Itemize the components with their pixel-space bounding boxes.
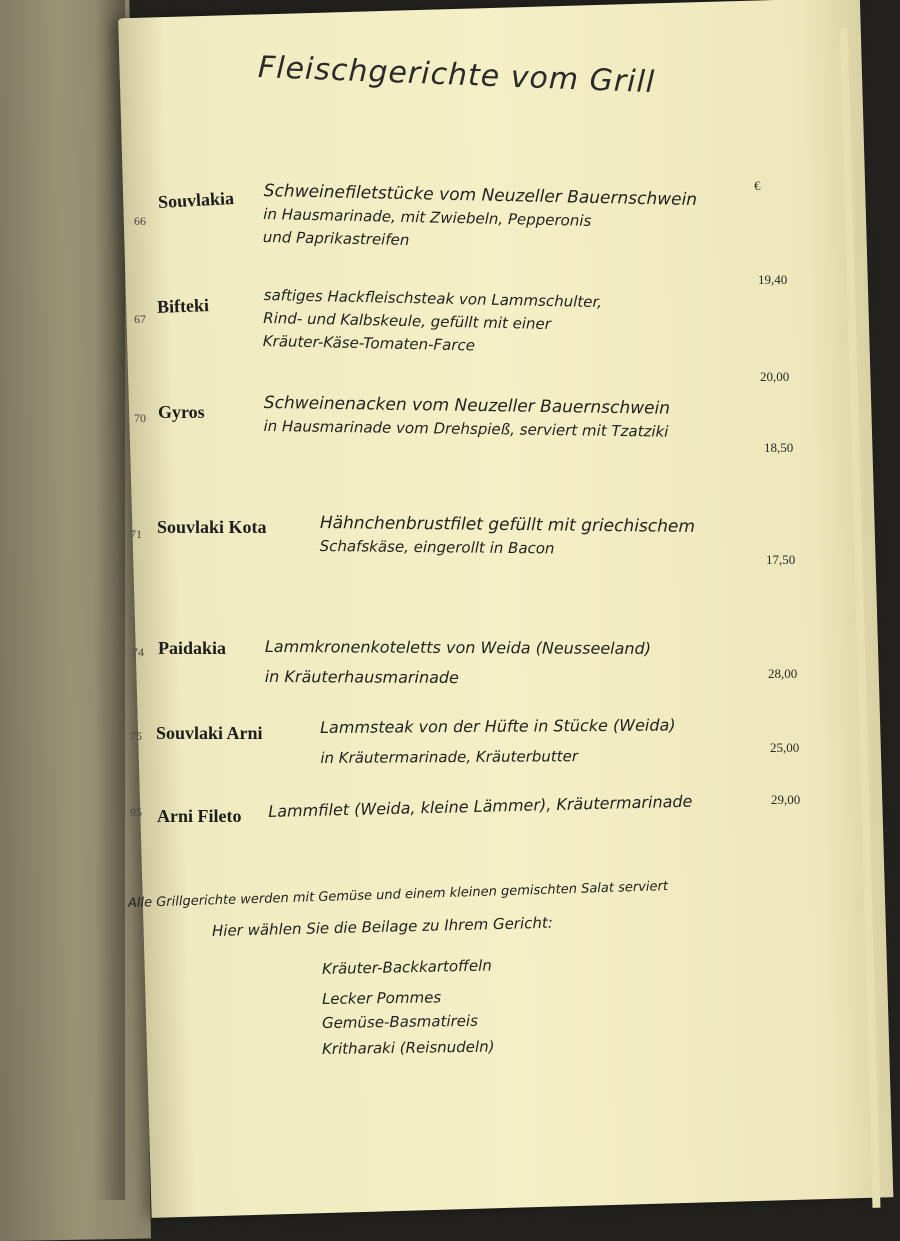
item-price: 29,00 (771, 792, 801, 807)
item-name: Souvlakia (157, 188, 235, 212)
page-fold-shadow (95, 0, 125, 1200)
page-title: Fleischgerichte vom Grill (257, 50, 656, 101)
description-line: Schweinefiletstücke vom Neuzeller Bauernschwein (263, 180, 698, 211)
item-number: 95 (130, 805, 142, 819)
item-description (263, 392, 670, 444)
description-line: Schafskäse, eingerollt in Bacon (319, 536, 555, 558)
side-option: Kräuter-Backkartoffeln (321, 956, 492, 978)
description-line: Kräuter-Käse-Tomaten-Farce (262, 331, 476, 355)
item-number: 71 (130, 527, 142, 541)
item-description (320, 711, 676, 773)
item-description (263, 180, 698, 258)
description-line: Lammsteak von der Hüfte in Stücke (Weida) (320, 715, 676, 737)
item-number: 66 (134, 214, 146, 228)
item-number: 74 (132, 645, 144, 659)
side-option: Kritharaki (Reisnudeln) (321, 1037, 495, 1058)
description-line: Rind- und Kalbskeule, gefüllt mit einer (263, 308, 552, 334)
description-line: Lammfilet (Weida, kleine Lämmer), Kräutermarinade (268, 791, 693, 821)
item-price: 28,00 (768, 666, 798, 681)
item-price: 17,50 (766, 552, 796, 567)
item-name: Paidakia (158, 638, 227, 658)
description-line: Lammkronenkoteletts von Weida (Neusseeland) (264, 636, 652, 659)
item-description (265, 632, 651, 694)
description-line: und Paprikastreifen (262, 227, 410, 250)
item-name: Souvlaki Kota (157, 517, 267, 537)
footer-choose: Hier wählen Sie die Beilage zu Ihrem Gericht: (211, 913, 554, 940)
menu-page (118, 0, 893, 1218)
side-option: Gemüse-Basmatireis (321, 1011, 479, 1032)
item-price: 25,00 (770, 740, 800, 755)
item-number: 67 (134, 312, 146, 326)
description-line: in Hausmarinade vom Drehspieß, serviert mit Tzatziki (263, 416, 669, 441)
item-price: 20,00 (760, 369, 790, 384)
item-name: Arni Fileto (157, 806, 242, 826)
item-price: 18,50 (764, 440, 794, 455)
item-name: Gyros (158, 402, 205, 422)
item-number: 70 (134, 411, 146, 425)
description-line: in Kräuterhausmarinade (264, 666, 459, 688)
description-line: Hähnchenbrustfilet gefüllt mit griechischem (319, 512, 696, 537)
description-line: saftiges Hackfleischsteak von Lammschulter, (263, 285, 603, 312)
item-description (263, 284, 603, 360)
item-price: 19,40 (758, 272, 788, 287)
side-option: Lecker Pommes (321, 988, 442, 1008)
description-line: in Hausmarinade, mit Zwiebeln, Pepperonis (263, 204, 592, 230)
item-description (320, 512, 696, 562)
footer-note: Alle Grillgerichte werden mit Gemüse und einem kleinen gemischten Salat serviert (127, 879, 669, 911)
item-name: Souvlaki Arni (156, 723, 263, 743)
item-number: 75 (130, 729, 142, 743)
item-name: Bifteki (156, 295, 210, 317)
description-line: in Kräutermarinade, Kräuterbutter (320, 747, 579, 767)
description-line: Schweinenacken vom Neuzeller Bauernschwein (263, 392, 671, 419)
currency-label: € (754, 178, 761, 193)
